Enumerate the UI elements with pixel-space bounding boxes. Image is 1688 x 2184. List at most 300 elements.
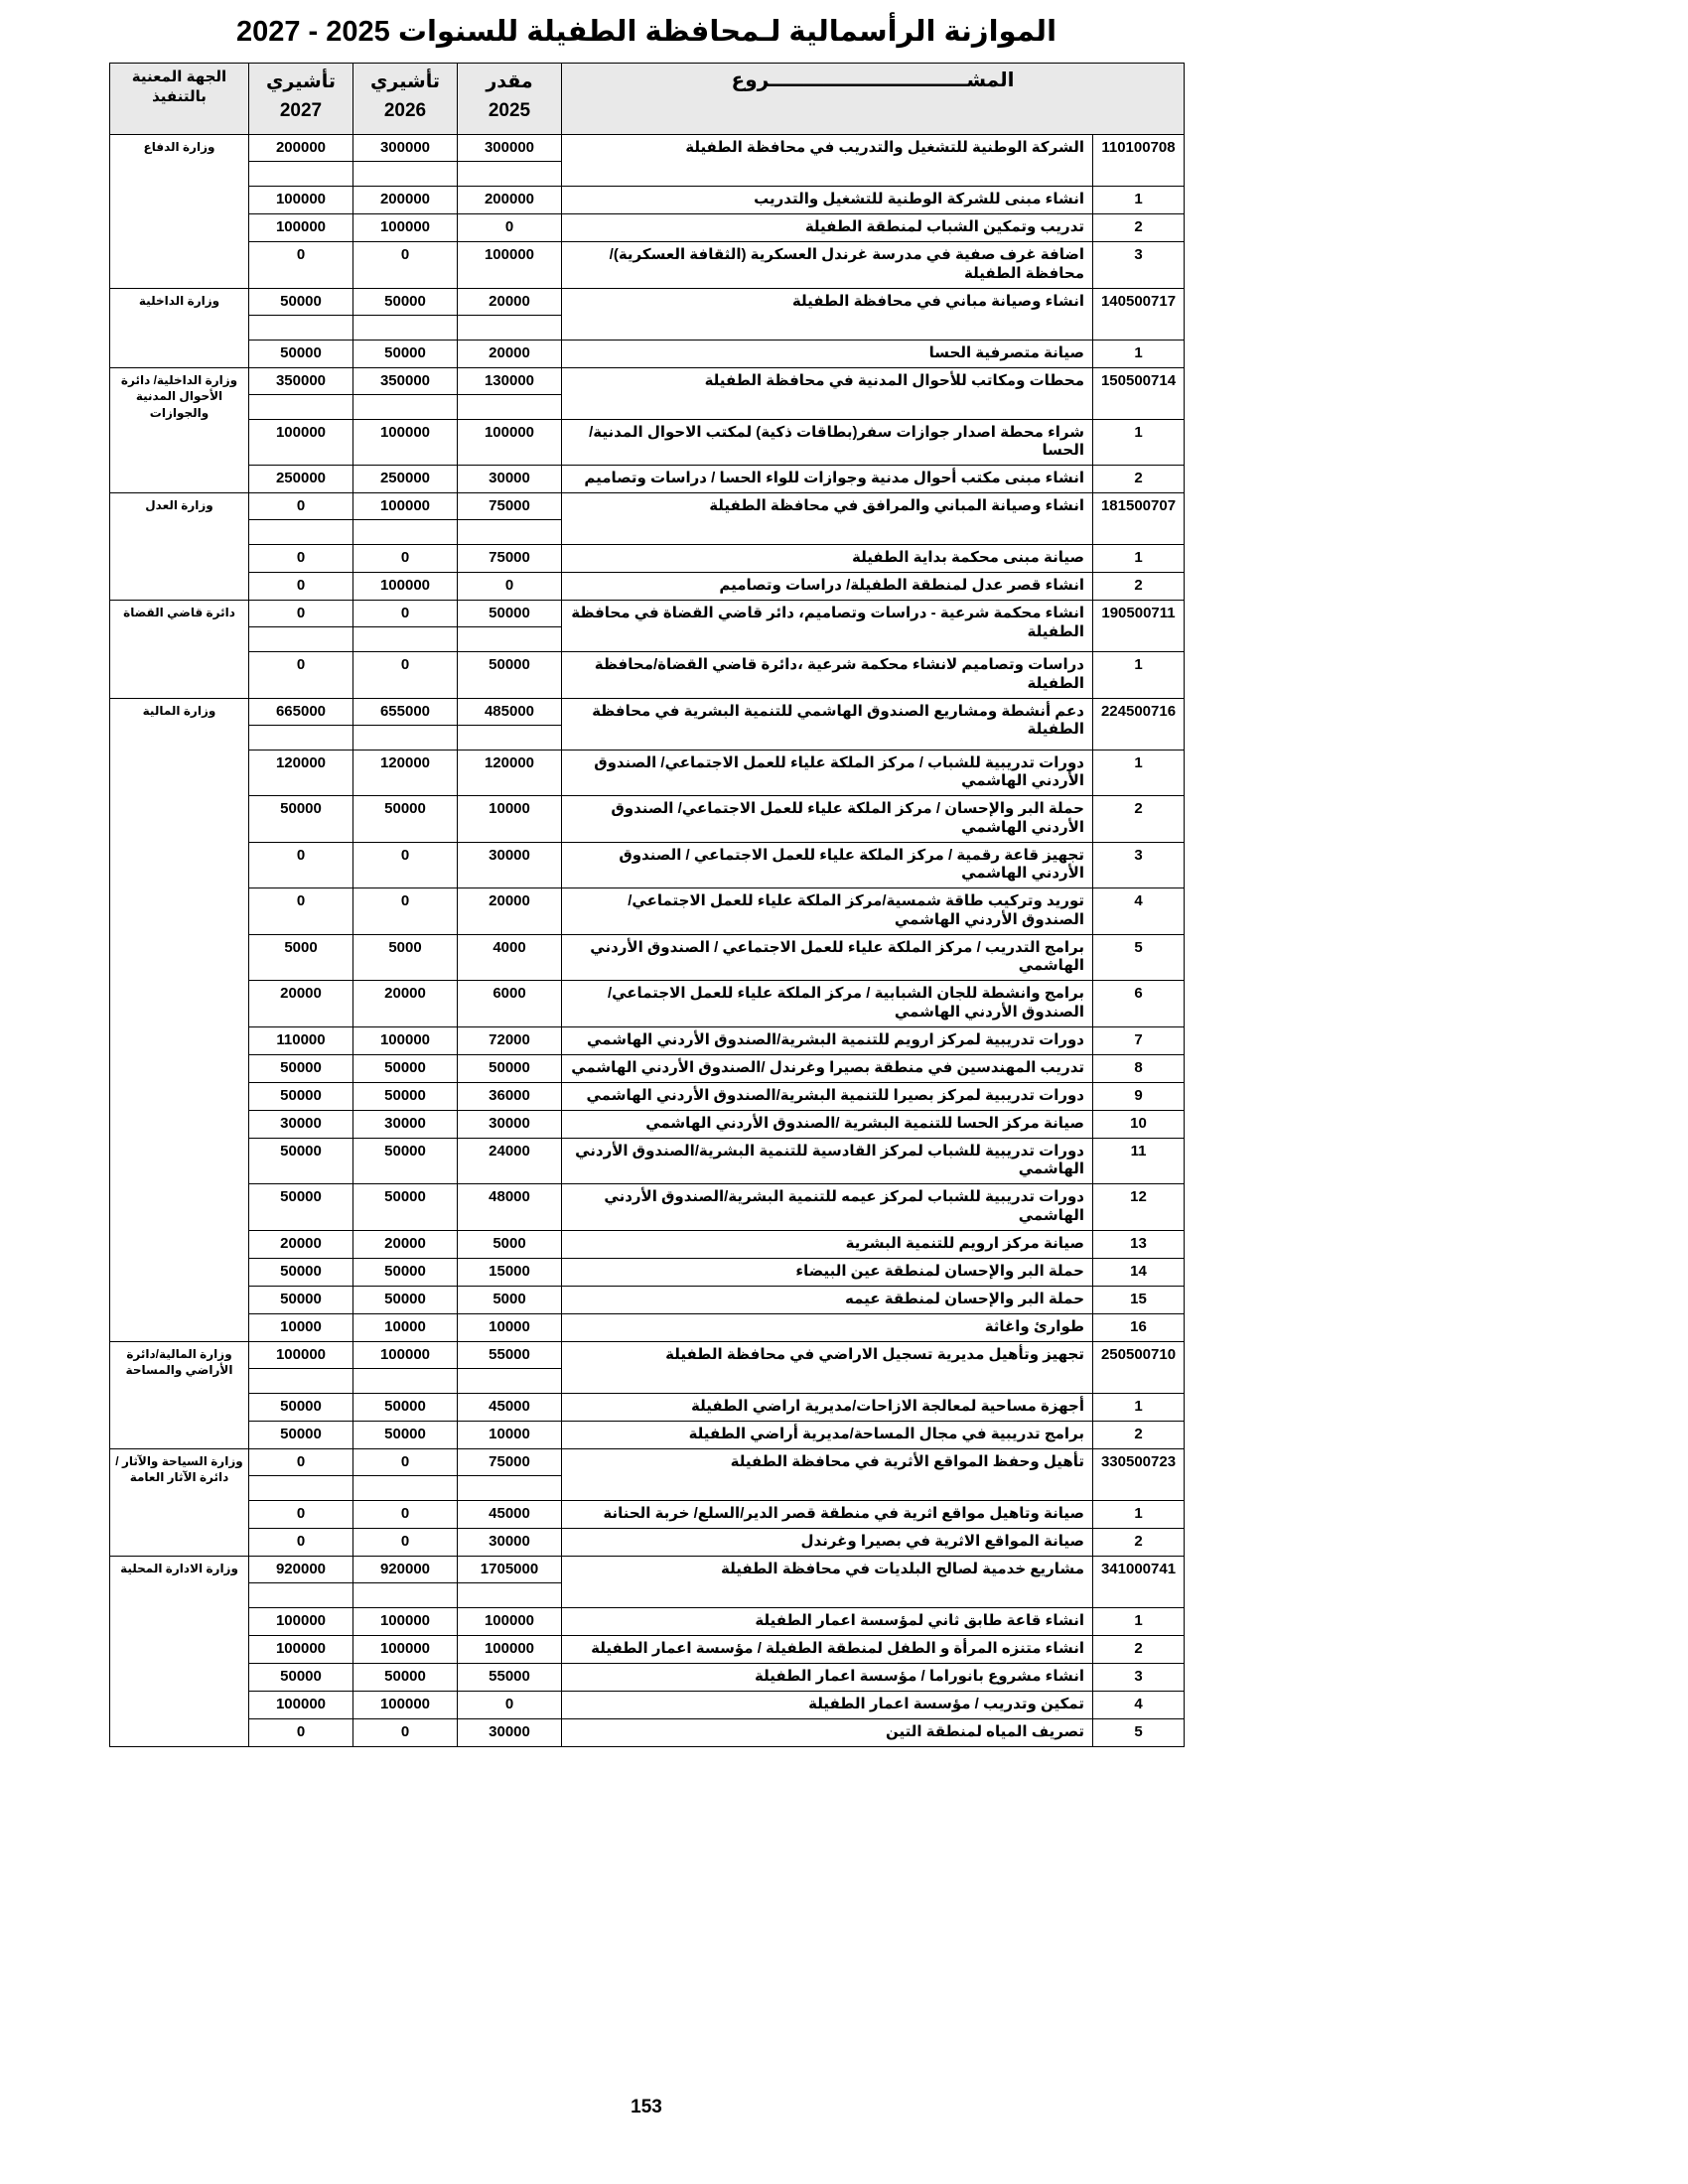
item-value-2025: 5000 (458, 1286, 562, 1313)
item-project-title: شراء محطة اصدار جوازات سفر(بطاقات ذكية) لمكتب الاحوال المدنية/ الحسا (562, 419, 1093, 466)
item-value-2027: 0 (249, 1500, 353, 1528)
group-code: 140500717 (1093, 288, 1185, 340)
group-value-2025: 130000 (458, 367, 562, 394)
item-value-2027: 50000 (249, 1138, 353, 1184)
item-value-2025: 100000 (458, 242, 562, 289)
group-value-2025: 1705000 (458, 1556, 562, 1582)
item-value-2026: 100000 (353, 573, 458, 601)
item-value-2026: 250000 (353, 466, 458, 493)
item-serial: 2 (1093, 1635, 1185, 1663)
group-value-2026: 50000 (353, 288, 458, 315)
item-value-2026: 0 (353, 888, 458, 935)
group-project-title: دعم أنشطة ومشاريع الصندوق الهاشمي للتنمية البشرية في محافظة الطفيلة (562, 698, 1093, 750)
item-value-2026: 50000 (353, 1082, 458, 1110)
item-project-title: صيانة مركز الحسا للتنمية البشرية /الصندوق الأردني الهاشمي (562, 1110, 1093, 1138)
group-spacer-cell (353, 1368, 458, 1393)
col-header-2026 (353, 64, 458, 135)
item-value-2025: 200000 (458, 187, 562, 214)
project-item-row (110, 1528, 1185, 1556)
item-value-2025: 0 (458, 1691, 562, 1718)
item-project-title: انشاء مشروع بانوراما / مؤسسة اعمار الطفيلة (562, 1663, 1093, 1691)
item-serial: 6 (1093, 981, 1185, 1027)
project-item-row (110, 340, 1185, 367)
group-project-title: انشاء وصيانة مباني في محافظة الطفيلة (562, 288, 1093, 340)
item-value-2027: 50000 (249, 1054, 353, 1082)
item-project-title: صيانة وتاهيل مواقع اثرية في منطقة قصر الدير/السلع/ خربة الحنانة (562, 1500, 1093, 1528)
group-spacer-cell (353, 315, 458, 340)
group-spacer-cell (249, 394, 353, 419)
item-value-2027: 50000 (249, 340, 353, 367)
item-value-2026: 30000 (353, 1110, 458, 1138)
item-value-2025: 100000 (458, 419, 562, 466)
group-entity: وزارة السياحة والآثار / دائرة الآثار العامة (110, 1448, 249, 1556)
item-serial: 1 (1093, 1500, 1185, 1528)
group-project-title: تجهيز وتأهيل مديرية تسجيل الاراضي في محافظة الطفيلة (562, 1341, 1093, 1393)
item-value-2025: 75000 (458, 545, 562, 573)
col-header-2025-year: 2025 (488, 100, 531, 122)
item-value-2025: 30000 (458, 1528, 562, 1556)
group-value-2025: 75000 (458, 493, 562, 520)
group-value-2025: 485000 (458, 698, 562, 725)
group-entity: وزارة المالية/دائرة الأراضي والمساحة (110, 1341, 249, 1448)
item-value-2025: 6000 (458, 981, 562, 1027)
item-value-2027: 50000 (249, 1082, 353, 1110)
item-value-2026: 50000 (353, 1258, 458, 1286)
project-item-row (110, 1110, 1185, 1138)
item-project-title: تدريب وتمكين الشباب لمنطقة الطفيلة (562, 214, 1093, 242)
col-header-entity (110, 64, 249, 135)
item-value-2025: 30000 (458, 842, 562, 888)
group-spacer-cell (353, 1582, 458, 1607)
project-item-row (110, 1635, 1185, 1663)
item-project-title: توريد وتركيب طاقة شمسية/مركز الملكة علياء للعمل الاجتماعي/الصندوق الأردني الهاشمي (562, 888, 1093, 935)
group-entity: وزارة الداخلية/ دائرة الأحوال المدنية والجوازات (110, 367, 249, 493)
item-value-2026: 100000 (353, 1691, 458, 1718)
item-value-2026: 0 (353, 545, 458, 573)
group-spacer-cell (353, 162, 458, 187)
group-spacer-cell (458, 394, 562, 419)
item-value-2025: 24000 (458, 1138, 562, 1184)
group-value-2026: 0 (353, 601, 458, 627)
group-header-row (110, 135, 1185, 162)
group-project-title: تأهيل وحفظ المواقع الأثرية في محافظة الطفيلة (562, 1448, 1093, 1500)
item-project-title: صيانة المواقع الاثرية في بصيرا وغرندل (562, 1528, 1093, 1556)
item-value-2026: 200000 (353, 187, 458, 214)
item-value-2026: 0 (353, 842, 458, 888)
item-value-2027: 50000 (249, 1184, 353, 1231)
item-value-2027: 50000 (249, 1663, 353, 1691)
item-serial: 1 (1093, 187, 1185, 214)
item-serial: 9 (1093, 1082, 1185, 1110)
item-value-2026: 0 (353, 1718, 458, 1746)
group-entity: دائرة قاضي القضاة (110, 601, 249, 699)
item-serial: 2 (1093, 214, 1185, 242)
item-value-2027: 0 (249, 842, 353, 888)
project-item-row (110, 419, 1185, 466)
item-serial: 4 (1093, 1691, 1185, 1718)
table-header (110, 64, 1185, 135)
project-item-row (110, 1663, 1185, 1691)
item-value-2026: 50000 (353, 1286, 458, 1313)
item-project-title: انشاء متنزه المرأة و الطفل لمنطقة الطفيلة / مؤسسة اعمار الطفيلة (562, 1635, 1093, 1663)
item-serial: 3 (1093, 1663, 1185, 1691)
group-spacer-cell (458, 1368, 562, 1393)
group-code: 150500714 (1093, 367, 1185, 419)
item-value-2026: 5000 (353, 934, 458, 981)
group-spacer-cell (353, 394, 458, 419)
group-value-2025: 55000 (458, 1341, 562, 1368)
item-project-title: انشاء قاعة طابق ثاني لمؤسسة اعمار الطفيلة (562, 1607, 1093, 1635)
col-header-2027 (249, 64, 353, 135)
item-value-2025: 30000 (458, 466, 562, 493)
group-spacer-cell (249, 725, 353, 750)
item-serial: 2 (1093, 466, 1185, 493)
item-project-title: دورات تدريبية للشباب / مركز الملكة علياء للعمل الاجتماعي/ الصندوق الأردني الهاشمي (562, 750, 1093, 796)
col-header-project (562, 64, 1185, 135)
group-spacer-cell (249, 520, 353, 545)
group-header-row (110, 601, 1185, 627)
item-value-2026: 100000 (353, 1026, 458, 1054)
item-value-2026: 120000 (353, 750, 458, 796)
item-value-2026: 50000 (353, 340, 458, 367)
group-header-row (110, 1341, 1185, 1368)
project-item-row (110, 1691, 1185, 1718)
group-spacer-cell (249, 315, 353, 340)
item-value-2025: 30000 (458, 1110, 562, 1138)
group-header-row (110, 1448, 1185, 1475)
item-value-2026: 20000 (353, 1230, 458, 1258)
item-value-2025: 15000 (458, 1258, 562, 1286)
group-value-2025: 300000 (458, 135, 562, 162)
item-serial: 5 (1093, 1718, 1185, 1746)
item-value-2027: 100000 (249, 187, 353, 214)
item-value-2026: 20000 (353, 981, 458, 1027)
col-header-2026-label: تأشيري (370, 71, 440, 92)
group-entity: وزارة العدل (110, 493, 249, 601)
group-header-row (110, 367, 1185, 394)
group-value-2027: 350000 (249, 367, 353, 394)
col-header-project-label: المشـــــــــــــــــــــــــــــروع (731, 69, 1015, 91)
group-project-title: الشركة الوطنية للتشغيل والتدريب في محافظة الطفيلة (562, 135, 1093, 187)
item-value-2026: 50000 (353, 796, 458, 843)
group-entity: وزارة الدفاع (110, 135, 249, 289)
item-value-2026: 0 (353, 1500, 458, 1528)
item-value-2027: 50000 (249, 1286, 353, 1313)
item-value-2025: 72000 (458, 1026, 562, 1054)
group-entity: وزارة الداخلية (110, 288, 249, 367)
group-value-2027: 200000 (249, 135, 353, 162)
item-value-2026: 100000 (353, 1607, 458, 1635)
group-spacer-cell (458, 1475, 562, 1500)
item-value-2027: 100000 (249, 1607, 353, 1635)
item-value-2025: 100000 (458, 1635, 562, 1663)
group-value-2026: 300000 (353, 135, 458, 162)
item-serial: 3 (1093, 242, 1185, 289)
group-spacer-cell (353, 520, 458, 545)
item-project-title: حملة البر والإحسان / مركز الملكة علياء للعمل الاجتماعي/ الصندوق الأردني الهاشمي (562, 796, 1093, 843)
item-project-title: اضافة غرف صفية في مدرسة غرندل العسكرية (الثقافة العسكرية)/محافظة الطفيلة (562, 242, 1093, 289)
group-project-title: محطات ومكاتب للأحوال المدنية في محافظة الطفيلة (562, 367, 1093, 419)
project-item-row (110, 466, 1185, 493)
header-row (110, 64, 1185, 135)
item-value-2026: 100000 (353, 214, 458, 242)
item-serial: 1 (1093, 1607, 1185, 1635)
group-spacer-cell (353, 627, 458, 652)
project-item-row (110, 750, 1185, 796)
project-item-row (110, 888, 1185, 935)
item-value-2027: 110000 (249, 1026, 353, 1054)
group-spacer-cell (458, 1582, 562, 1607)
project-item-row (110, 1718, 1185, 1746)
item-project-title: انشاء مبنى للشركة الوطنية للتشغيل والتدريب (562, 187, 1093, 214)
item-value-2025: 100000 (458, 1607, 562, 1635)
item-serial: 1 (1093, 1393, 1185, 1421)
page-title: الموازنة الرأسمالية لـمحافظة الطفيلة للسنوات 2025 - 2027 (235, 16, 1057, 48)
item-value-2027: 0 (249, 1528, 353, 1556)
item-value-2027: 50000 (249, 796, 353, 843)
item-value-2025: 48000 (458, 1184, 562, 1231)
col-header-2025-label: مقدر (486, 71, 533, 92)
item-value-2026: 0 (353, 242, 458, 289)
item-serial: 11 (1093, 1138, 1185, 1184)
group-code: 181500707 (1093, 493, 1185, 545)
group-value-2027: 0 (249, 1448, 353, 1475)
project-item-row (110, 1421, 1185, 1448)
item-value-2026: 50000 (353, 1138, 458, 1184)
item-serial: 8 (1093, 1054, 1185, 1082)
project-item-row (110, 573, 1185, 601)
project-item-row (110, 1138, 1185, 1184)
item-value-2025: 10000 (458, 1421, 562, 1448)
item-project-title: تدريب المهندسين في منطقة بصيرا وغرندل /الصندوق الأردني الهاشمي (562, 1054, 1093, 1082)
item-value-2025: 4000 (458, 934, 562, 981)
item-project-title: تجهيز قاعة رقمية / مركز الملكة علياء للعمل الاجتماعي / الصندوق الأردني الهاشمي (562, 842, 1093, 888)
group-project-title: انشاء وصيانة المباني والمرافق في محافظة الطفيلة (562, 493, 1093, 545)
item-project-title: صيانة متصرفية الحسا (562, 340, 1093, 367)
document-page (109, 14, 1184, 1747)
col-header-2026-year: 2026 (383, 100, 427, 122)
item-project-title: برامج التدريب / مركز الملكة علياء للعمل الاجتماعي / الصندوق الأردني الهاشمي (562, 934, 1093, 981)
project-item-row (110, 842, 1185, 888)
group-code: 110100708 (1093, 135, 1185, 187)
item-value-2025: 36000 (458, 1082, 562, 1110)
item-project-title: حملة البر والإحسان لمنطقة عين البيضاء (562, 1258, 1093, 1286)
item-value-2027: 20000 (249, 1230, 353, 1258)
item-serial: 2 (1093, 1421, 1185, 1448)
project-item-row (110, 214, 1185, 242)
item-value-2027: 100000 (249, 1691, 353, 1718)
group-value-2027: 920000 (249, 1556, 353, 1582)
project-item-row (110, 934, 1185, 981)
group-value-2025: 50000 (458, 601, 562, 627)
item-project-title: برامج تدريبية في مجال المساحة/مديرية أراضي الطفيلة (562, 1421, 1093, 1448)
group-code: 341000741 (1093, 1556, 1185, 1607)
project-item-row (110, 1026, 1185, 1054)
item-serial: 15 (1093, 1286, 1185, 1313)
item-project-title: دورات تدريبية للشباب لمركز القادسية للتنمية البشرية/الصندوق الأردني الهاشمي (562, 1138, 1093, 1184)
project-item-row (110, 652, 1185, 699)
project-item-row (110, 1286, 1185, 1313)
group-spacer-cell (353, 725, 458, 750)
project-item-row (110, 1082, 1185, 1110)
project-item-row (110, 1500, 1185, 1528)
item-serial: 2 (1093, 573, 1185, 601)
group-spacer-cell (249, 1475, 353, 1500)
col-header-2025 (458, 64, 562, 135)
item-project-title: برامج وانشطة للجان الشبابية / مركز الملكة علياء للعمل الاجتماعي/ الصندوق الأردني الهاشمي (562, 981, 1093, 1027)
item-serial: 10 (1093, 1110, 1185, 1138)
item-value-2027: 5000 (249, 934, 353, 981)
project-item-row (110, 981, 1185, 1027)
group-spacer-cell (249, 1582, 353, 1607)
group-value-2025: 75000 (458, 1448, 562, 1475)
item-value-2027: 250000 (249, 466, 353, 493)
project-item-row (110, 1258, 1185, 1286)
item-serial: 7 (1093, 1026, 1185, 1054)
item-project-title: دراسات وتصاميم لانشاء محكمة شرعية ،دائرة قاضي القضاة/محافظة الطفيلة (562, 652, 1093, 699)
item-value-2027: 100000 (249, 214, 353, 242)
col-header-entity-label: الجهة المعنية بالتنفيذ (131, 68, 227, 106)
group-value-2027: 50000 (249, 288, 353, 315)
table-body (110, 135, 1185, 1747)
item-value-2025: 45000 (458, 1500, 562, 1528)
item-serial: 2 (1093, 1528, 1185, 1556)
group-code: 190500711 (1093, 601, 1185, 652)
group-spacer-cell (458, 520, 562, 545)
item-project-title: أجهزة مساحية لمعالجة الازاحات/مديرية اراضي الطفيلة (562, 1393, 1093, 1421)
item-value-2025: 50000 (458, 652, 562, 699)
item-project-title: طوارئ واغاثة (562, 1313, 1093, 1341)
item-value-2025: 10000 (458, 796, 562, 843)
item-value-2027: 20000 (249, 981, 353, 1027)
group-project-title: مشاريع خدمية لصالح البلديات في محافظة الطفيلة (562, 1556, 1093, 1607)
group-value-2026: 0 (353, 1448, 458, 1475)
item-value-2027: 50000 (249, 1258, 353, 1286)
project-item-row (110, 1054, 1185, 1082)
item-value-2027: 100000 (249, 1635, 353, 1663)
item-serial: 4 (1093, 888, 1185, 935)
item-value-2026: 100000 (353, 419, 458, 466)
item-value-2027: 50000 (249, 1393, 353, 1421)
group-code: 250500710 (1093, 1341, 1185, 1393)
project-item-row (110, 1184, 1185, 1231)
item-serial: 14 (1093, 1258, 1185, 1286)
item-value-2027: 10000 (249, 1313, 353, 1341)
item-value-2026: 50000 (353, 1054, 458, 1082)
page-number: 153 (631, 2097, 662, 2117)
item-value-2027: 100000 (249, 419, 353, 466)
item-project-title: صيانة مبنى محكمة بداية الطفيلة (562, 545, 1093, 573)
item-serial: 13 (1093, 1230, 1185, 1258)
group-code: 224500716 (1093, 698, 1185, 750)
group-value-2027: 0 (249, 493, 353, 520)
item-project-title: انشاء مبنى مكتب أحوال مدنية وجوازات للواء الحسا / دراسات وتصاميم (562, 466, 1093, 493)
item-project-title: دورات تدريبية لمركز بصيرا للتنمية البشرية/الصندوق الأردني الهاشمي (562, 1082, 1093, 1110)
item-value-2025: 10000 (458, 1313, 562, 1341)
group-entity: وزارة الادارة المحلية (110, 1556, 249, 1746)
group-header-row (110, 1556, 1185, 1582)
item-value-2026: 10000 (353, 1313, 458, 1341)
item-value-2025: 55000 (458, 1663, 562, 1691)
group-code: 330500723 (1093, 1448, 1185, 1500)
group-value-2026: 100000 (353, 1341, 458, 1368)
item-value-2026: 0 (353, 652, 458, 699)
project-item-row (110, 796, 1185, 843)
item-value-2025: 20000 (458, 888, 562, 935)
group-value-2026: 100000 (353, 493, 458, 520)
project-item-row (110, 1607, 1185, 1635)
project-item-row (110, 187, 1185, 214)
group-spacer-cell (249, 627, 353, 652)
item-value-2027: 0 (249, 1718, 353, 1746)
group-value-2026: 350000 (353, 367, 458, 394)
col-header-2027-label: تأشيري (266, 71, 336, 92)
item-project-title: انشاء قصر عدل لمنطقة الطفيلة/ دراسات وتصاميم (562, 573, 1093, 601)
group-value-2026: 920000 (353, 1556, 458, 1582)
item-serial: 5 (1093, 934, 1185, 981)
item-serial: 1 (1093, 340, 1185, 367)
item-serial: 1 (1093, 750, 1185, 796)
group-entity: وزارة المالية (110, 698, 249, 1341)
budget-table (109, 63, 1185, 1747)
group-spacer-cell (249, 1368, 353, 1393)
item-value-2025: 0 (458, 214, 562, 242)
project-item-row (110, 1230, 1185, 1258)
item-value-2026: 50000 (353, 1663, 458, 1691)
item-value-2026: 50000 (353, 1421, 458, 1448)
item-value-2026: 50000 (353, 1393, 458, 1421)
item-value-2025: 30000 (458, 1718, 562, 1746)
item-value-2025: 45000 (458, 1393, 562, 1421)
project-item-row (110, 242, 1185, 289)
project-item-row (110, 545, 1185, 573)
item-project-title: تصريف المياه لمنطقة التين (562, 1718, 1093, 1746)
item-serial: 1 (1093, 545, 1185, 573)
group-spacer-cell (458, 162, 562, 187)
item-serial: 1 (1093, 652, 1185, 699)
item-value-2026: 50000 (353, 1184, 458, 1231)
item-value-2026: 0 (353, 1528, 458, 1556)
item-value-2027: 120000 (249, 750, 353, 796)
item-serial: 3 (1093, 842, 1185, 888)
group-value-2025: 20000 (458, 288, 562, 315)
group-value-2026: 655000 (353, 698, 458, 725)
item-project-title: صيانة مركز ارويم للتنمية البشرية (562, 1230, 1093, 1258)
item-serial: 1 (1093, 419, 1185, 466)
item-value-2026: 100000 (353, 1635, 458, 1663)
item-value-2027: 30000 (249, 1110, 353, 1138)
item-value-2027: 0 (249, 888, 353, 935)
item-value-2025: 5000 (458, 1230, 562, 1258)
group-header-row (110, 493, 1185, 520)
group-spacer-cell (458, 725, 562, 750)
group-value-2027: 100000 (249, 1341, 353, 1368)
project-item-row (110, 1313, 1185, 1341)
item-value-2027: 0 (249, 652, 353, 699)
item-project-title: دورات تدريبية للشباب لمركز عيمه للتنمية البشرية/الصندوق الأردني الهاشمي (562, 1184, 1093, 1231)
item-serial: 12 (1093, 1184, 1185, 1231)
item-project-title: دورات تدريبية لمركز ارويم للتنمية البشرية/الصندوق الأردني الهاشمي (562, 1026, 1093, 1054)
group-project-title: انشاء محكمة شرعية - دراسات وتصاميم، دائر قاضي القضاة في محافظة الطفيلة (562, 601, 1093, 652)
item-project-title: حملة البر والإحسان لمنطقة عيمه (562, 1286, 1093, 1313)
item-value-2027: 0 (249, 242, 353, 289)
group-value-2027: 0 (249, 601, 353, 627)
item-serial: 2 (1093, 796, 1185, 843)
group-spacer-cell (458, 315, 562, 340)
item-value-2027: 0 (249, 545, 353, 573)
item-value-2025: 50000 (458, 1054, 562, 1082)
group-header-row (110, 288, 1185, 315)
